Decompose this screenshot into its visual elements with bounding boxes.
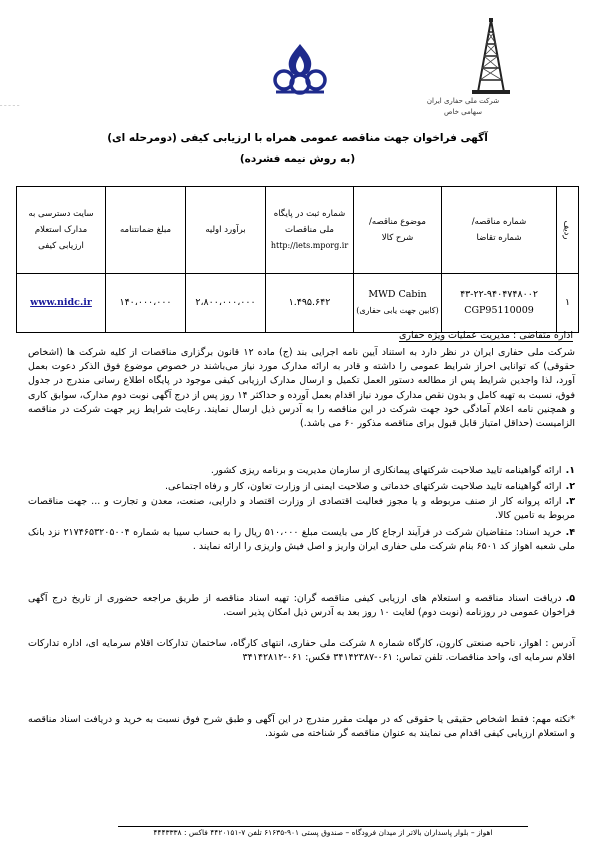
department-text: اداره متقاضی : مدیریت عملیات ویژه حفاری [398,330,573,341]
item-text: ارائه گواهینامه تایید صلاحیت شرکتهای پیمانکاری از سازمان مدیریت و برنامه ریزی کشور. [210,465,562,476]
list-item [28,480,575,494]
list-item [28,495,575,523]
header-site-line3: ارزیابی کیفی [38,241,84,251]
tender-number: ۴۳-۲۲-۹۴۰۴۷۴۸۰۰۲ [460,289,538,300]
header-tender-no-label: شماره مناقصه/ [471,217,527,227]
header-subject-label: موضوع مناقصه/ [369,217,426,227]
item-number: ۲. [565,481,575,492]
header-row-no: ردیف [557,187,579,274]
header-reg-no-label: شماره ثبت در پایگاه [273,209,346,219]
subject-text: MWD Cabin [368,289,427,300]
item-number: ۱. [565,465,575,476]
company-name-line1: شرکت ملی حفاری ایران [426,97,500,105]
item-number: ۴. [565,527,576,538]
header-goods-label: شرح کالا [381,233,414,243]
cell-reg-no: ۱.۴۹۵.۶۴۲ [266,274,354,333]
header-portal-label: ملی مناقصات [285,225,334,235]
address-paragraph: آدرس : اهواز، ناحیه صنعتی کارون، کارگاه شماره ۸ شرکت ملی حفاری، انتهای کارگاه، ساختمان تدارکات اقلام سرمایه ای، اداره تدارکات اقلام سرمایه ای، واحد مناقصات. تلفن تماس: ۰۶۱-۳۴۱۴۲۳۸۷ فکس: ۰۶۱-۳۴۱۴۲۸۱۲ [28,638,575,664]
department-line [220,330,573,341]
header-guarantee: مبلغ ضمانتنامه [106,187,186,274]
header-site [17,187,106,274]
item-text: ارائه گواهینامه تایید صلاحیت شرکتهای خدماتی و صلاحیت ایمنی از وزارت تعاون، کار و رفاه اجتماعی. [165,481,562,492]
company-name [403,96,523,118]
table-row [17,274,579,333]
footer-contact: اهواز – بلوار پاسداران بالاتر از میدان فرودگاه – صندوق پستی ۹۰۱-۶۱۶۳۵ تلفن ۷-۴۴۲۰۱۵۱ فاکس : ۴۴۴۳۳۳۸ [153,828,493,837]
header-site-line2: مدارک استعلام [34,225,88,235]
faint-mark: ـ ـ ـ ـ ـ [0,100,20,108]
tender-table [16,186,579,333]
header-site-line1: سایت دسترسی به [28,209,94,219]
item-number: ۵. [565,593,575,604]
cell-estimate: ۲،۸۰۰،۰۰۰،۰۰۰ [186,274,266,333]
header-tender-no [442,187,557,274]
page-title: آگهی فراخوان جهت مناقصه عمومی همراه با ارزیابی کیفی (دومرحله ای) [107,132,488,144]
cell-subject [354,274,442,333]
goods-text: (کابین جهت یابی حفاری) [356,306,439,315]
list-item [28,526,575,554]
cell-tender-no [442,274,557,333]
cell-row-no: ١ [557,274,579,333]
header-request-no-label: شماره تقاضا [476,233,522,243]
item-text: خرید اسناد: متقاضیان شرکت در فرآیند ارجاع کار می بایست مبلغ ۵۱۰،۰۰۰ ریال را به حساب سیبا به شماره ۲۱۷۴۶۵۳۲۰۵۰۰۴ نزد بانک ملی شعبه اهواز کد ۶۵۰۱ بنام شرکت ملی حفاری ایران واریز و اصل فیش واریزی را ارائه نمایند . [28,527,575,553]
item-number: ۳. [565,496,575,507]
footer-divider [118,826,528,827]
item-text: دریافت اسناد مناقصه و استعلام های ارزیابی کیفی مناقصه گران: تهیه اسناد مناقصه از طریق مراجعه حضوری از تاریخ درج آگهی فراخوان عمومی در روزنامه (نوبت دوم) لغایت ۱۰ روز بعد به آدرس ذیل امکان پذیر است. [28,593,575,619]
table-header-row [17,187,579,274]
header-subject [354,187,442,274]
site-link[interactable]: www.nidc.ir [30,297,92,308]
important-note: *نکته مهم: فقط اشخاص حقیقی یا حقوقی که در مهلت مقرر مندرج در این آگهی و طبق شرح فوق نسبت به خرید و دریافت اسناد مناقصه و استعلام ارزیابی کیفی اقدام می نمایند به عنوان مناقصه گر شناخته می شوند. [28,714,575,740]
item-text: ارائه پروانه کار از صنف مربوطه و یا مجوز فعالیت اقتصادی از وزارت اقتصاد و دارایی، صنعت، معدن و تجارت و ... جهت مناقصات مربوط به تامین کالا. [28,496,575,522]
main-paragraph: شرکت ملی حفاری ایران در نظر دارد به استناد آیین نامه اجرایی بند (ج) ماده ۱۲ قانون برگزاری مناقصات از کلیه شرکت ها (اشخاص حقوقی) که توانایی احراز شرایط عمومی را داشته و قادر به ارائه مدارک مورد نیاز می‌باشند در خصوص موضوع فوق الذکر دعوت بعمل آورد، لذا واجدین شرایط پس از مطالعه دستور العمل تکمیل و ارسال مدارک ارزیابی کیفی موجود در پایگاه اطلاع رسانی مندرج در جدول فوق، نسبت به تهیه کامل و بدون نقص مدارک مورد نیاز اقدام بعمل آورده و حداکثر ۱۴ روز پس از درج آگهی نوبت دوم مدارک، سوابق کاری و همچنین نامه اعلام آمادگی خود جهت شرکت در این مناقصه را به آدرس ذیل ارسال نمایند. رعایت شرایط زیر جهت شرکت در مناقصه الزامیست (حداقل امتیاز قابل قبول برای مناقصه مذکور ۶۰ می باشد.) [28,347,575,430]
cell-site [17,274,106,333]
list-item [28,592,575,620]
company-name-line2: سهامی خاص [444,108,482,116]
nidc-flame-logo [270,40,330,98]
request-number: CGP95110009 [464,305,534,316]
cell-guarantee: ۱۴۰،۰۰۰،۰۰۰ [106,274,186,333]
header-reg-no [266,187,354,274]
list-item [28,464,575,478]
page-subtitle: (به روش نیمه فشرده) [239,153,356,165]
header-portal-url: http://iets.mporg.ir [270,241,349,250]
header-estimate: برآورد اولیه [186,187,266,274]
drilling-rig-logo [466,18,516,96]
